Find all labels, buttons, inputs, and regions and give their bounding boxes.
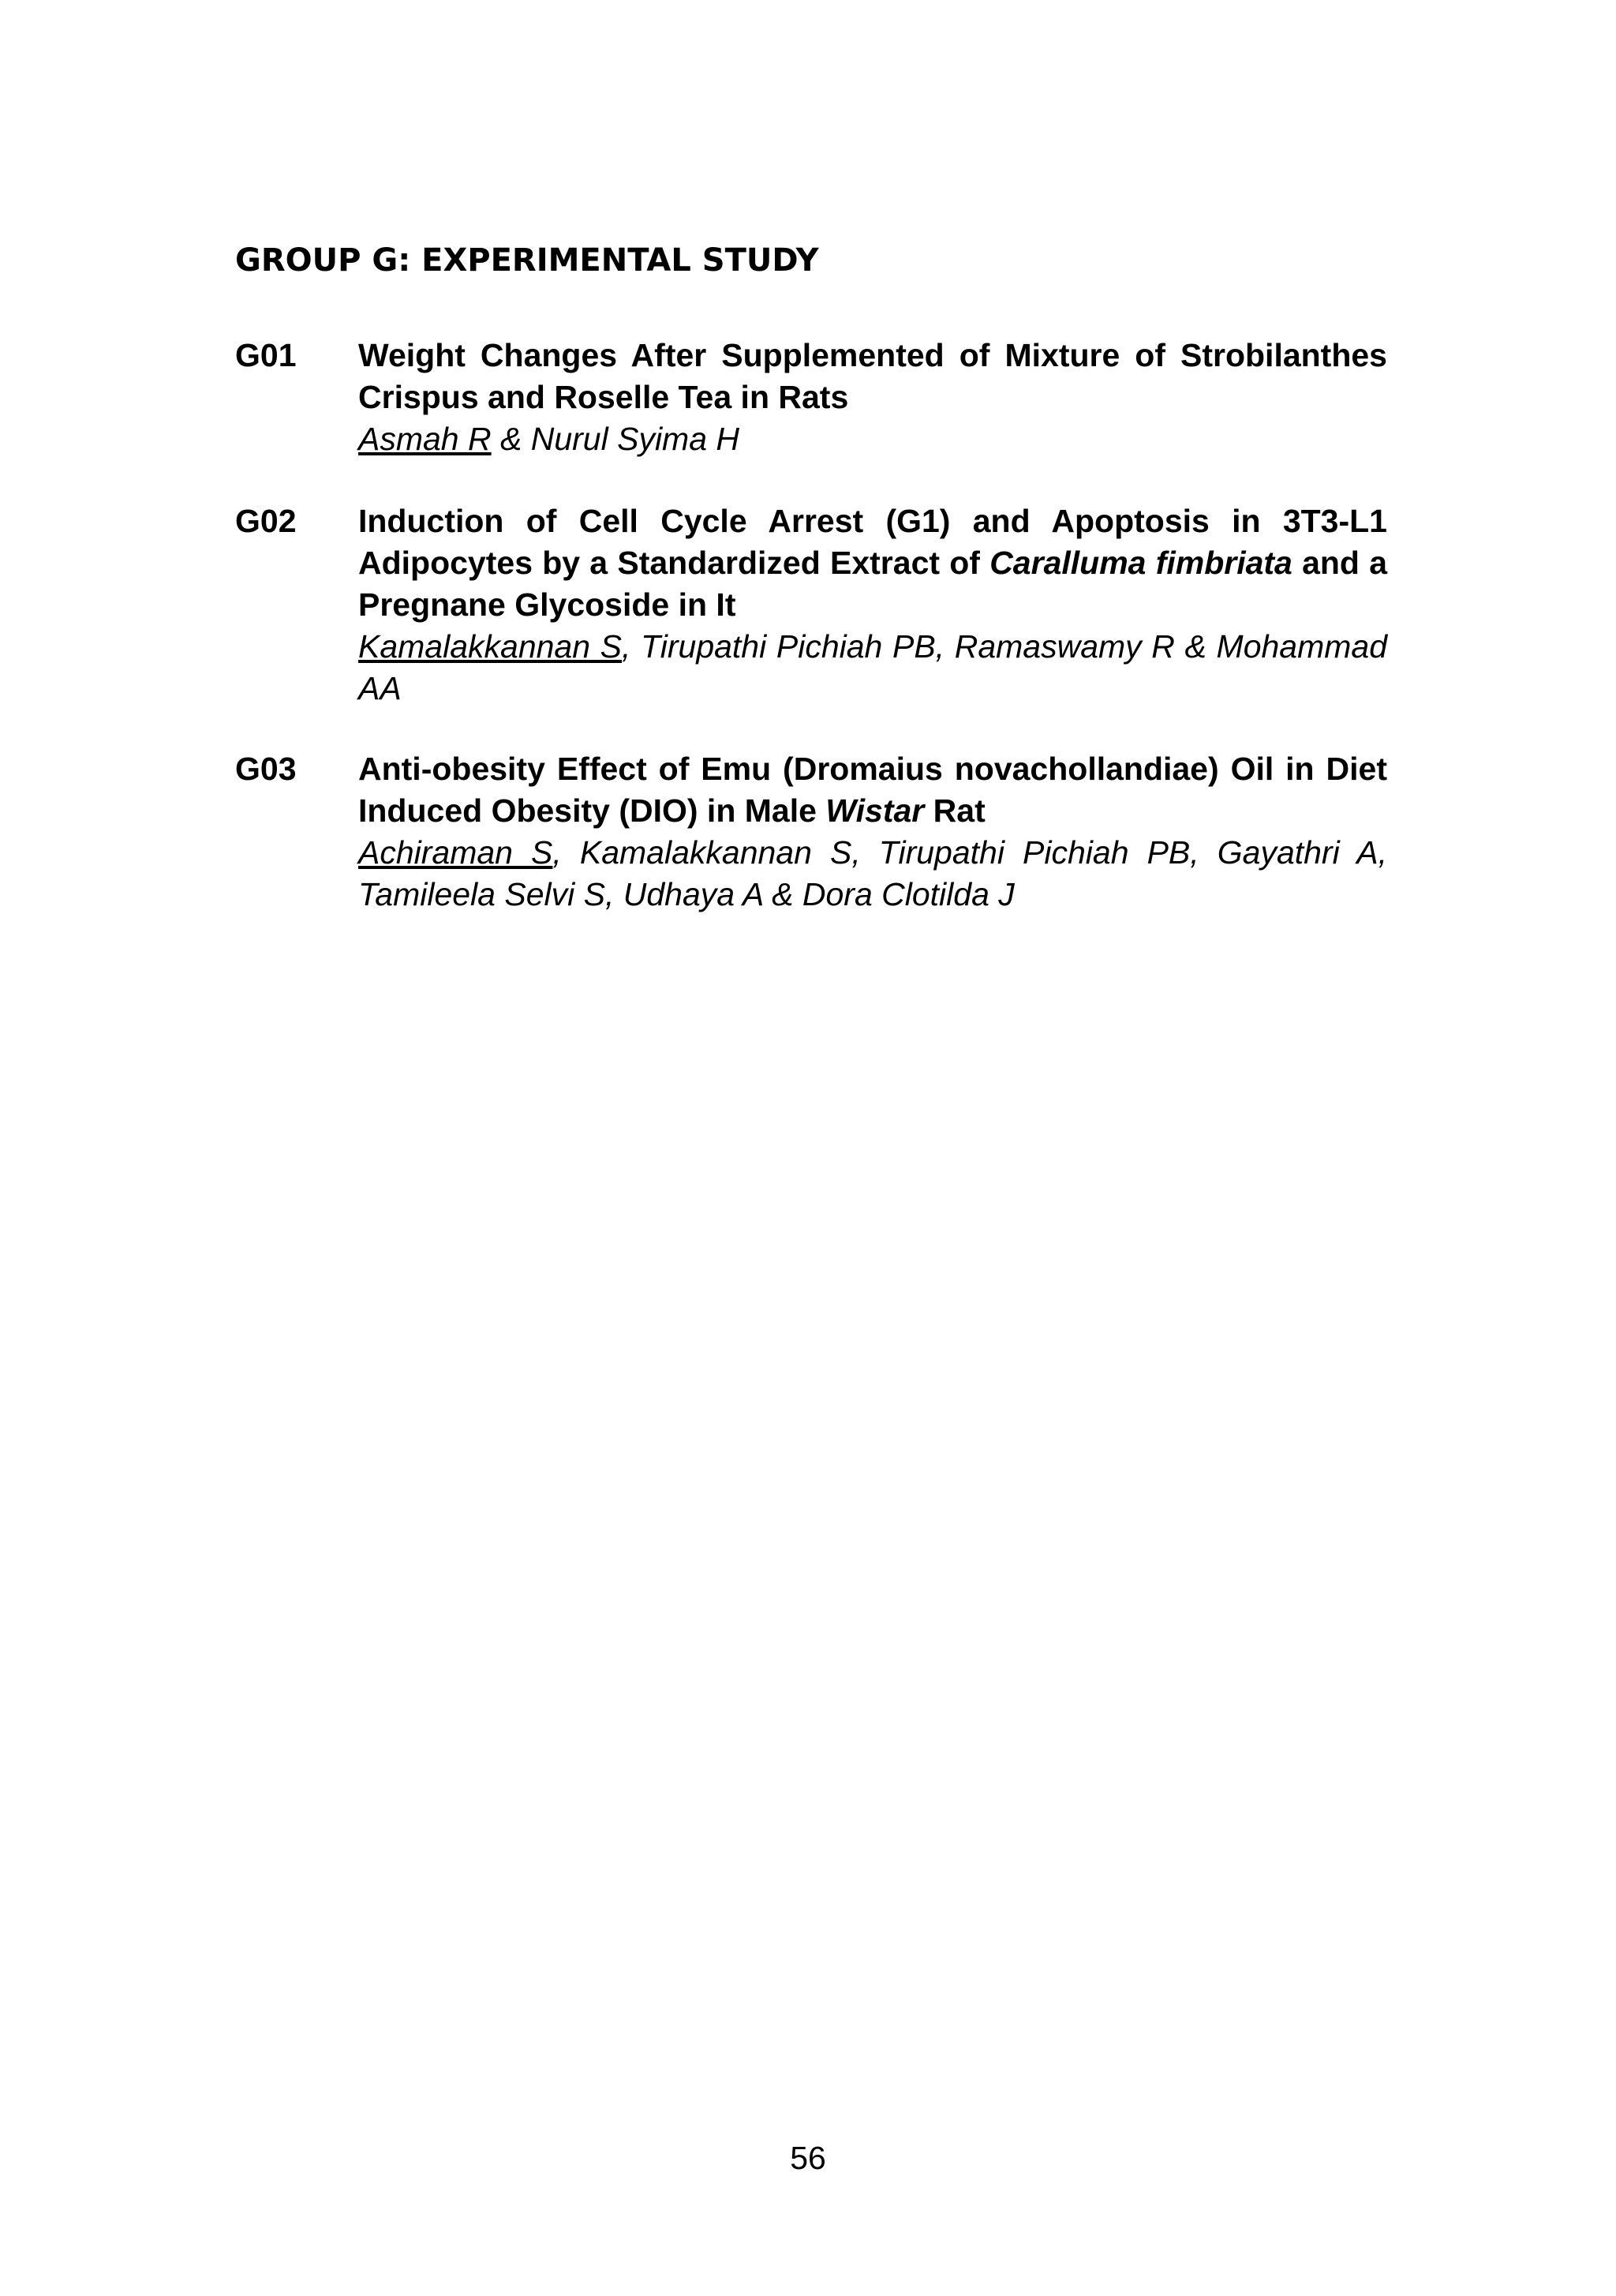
entry-code: G03 xyxy=(235,751,297,787)
entry-code: G01 xyxy=(235,337,297,373)
presenting-author: Asmah R xyxy=(358,421,492,457)
entry-body xyxy=(358,335,1387,460)
entry-body xyxy=(358,500,1387,710)
presenting-author: Achiraman S xyxy=(358,834,553,871)
entry-title xyxy=(358,748,1387,832)
title-text: and a Pregnane Glycoside in It xyxy=(358,545,1388,623)
co-authors: , Kamalakkannan S, Tirupathi Pichiah PB, Gayathri A, Tamileela Selvi S, Udhaya A & Dora Clotilda J xyxy=(358,834,1387,912)
section-heading: GROUP G: EXPERIMENTAL STUDY xyxy=(235,242,819,279)
co-authors: & Nurul Syima H xyxy=(491,421,740,457)
species-name: Caralluma fimbriata xyxy=(989,545,1292,581)
entry-body xyxy=(358,748,1387,916)
title-text: Anti-obesity Effect of Emu (Dromaius novachollandiae) Oil in Diet Induced Obesity (DIO) in Male xyxy=(358,751,1387,829)
entry-authors xyxy=(358,418,1387,460)
entry-authors xyxy=(358,626,1387,710)
entry-authors xyxy=(358,832,1387,916)
title-text: Rat xyxy=(924,792,986,829)
title-text: Induction of Cell Cycle Arrest (G1) and Apoptosis in 3T3-L1 Adipocytes by a Standardized Extract of xyxy=(358,503,1387,581)
species-name: Wistar xyxy=(825,792,925,829)
entry-title xyxy=(358,500,1387,626)
entry-title: Weight Changes After Supplemented of Mixture of Strobilanthes Crispus and Roselle Tea in Rats xyxy=(358,337,1387,415)
co-authors: , Tirupathi Pichiah PB, Ramaswamy R & Mohammad AA xyxy=(358,628,1388,706)
page-number: 56 xyxy=(790,2140,826,2176)
presenting-author: Kamalakkannan S xyxy=(358,628,623,665)
entry-code: G02 xyxy=(235,503,297,539)
